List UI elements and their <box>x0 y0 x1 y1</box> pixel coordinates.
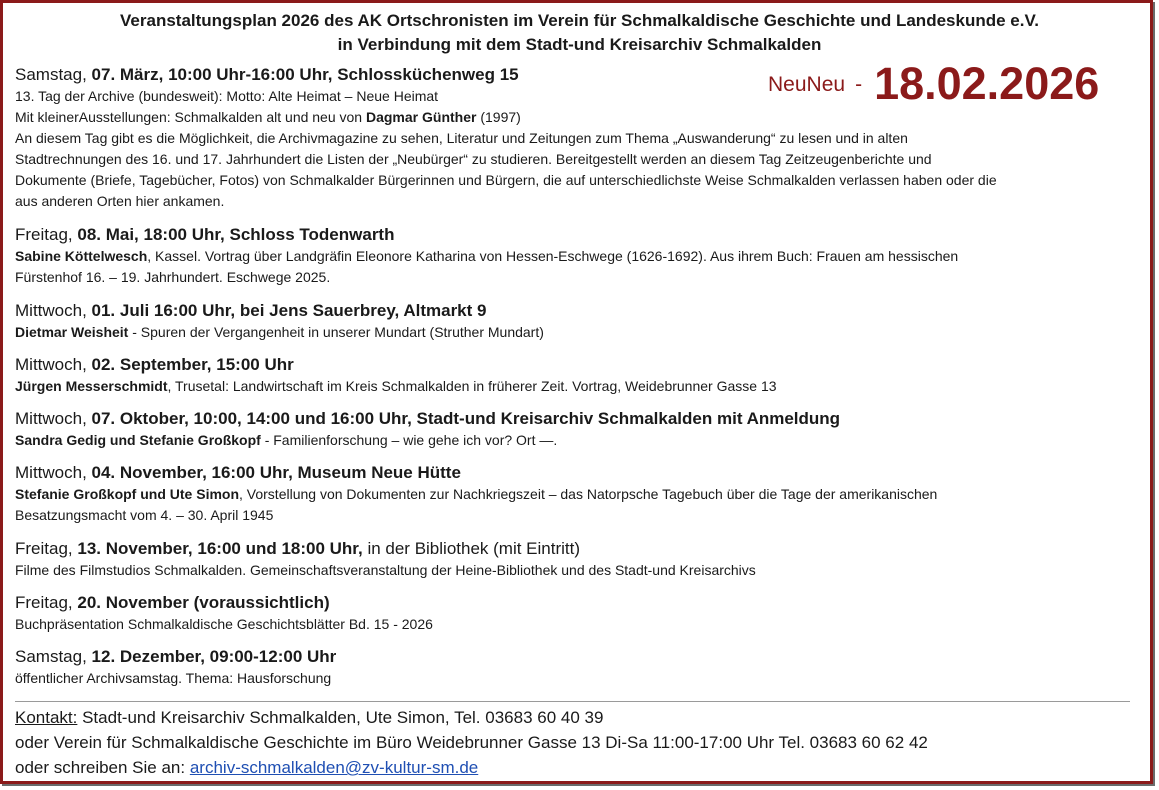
event-weekday: Freitag, <box>15 539 73 558</box>
event-4 <box>15 354 1145 397</box>
event-when: 07. Oktober, 10:00, 14:00 und 16:00 Uhr, Stadt-und Kreisarchiv Schmalkalden mit Anmeldung <box>86 409 841 428</box>
event-weekday: Samstag, <box>15 65 87 84</box>
event-title <box>15 462 1145 484</box>
event-speaker: Sabine Köttelwesch <box>15 248 148 264</box>
event-when: 08. Mai, 18:00 Uhr, Schloss Todenwarth <box>72 225 395 244</box>
stamp-dash: - <box>855 73 863 96</box>
event-weekday: Mittwoch, <box>15 409 87 428</box>
event-6 <box>15 462 1145 526</box>
event-line: Buchpräsentation Schmalkaldische Geschichtsblätter Bd. 15 - 2026 <box>15 616 433 632</box>
event-when: 12. Dezember, 09:00-12:00 Uhr <box>86 647 337 666</box>
event-speaker: Stefanie Großkopf und Ute Simon <box>15 486 240 502</box>
event-weekday: Samstag, <box>15 647 87 666</box>
event-5 <box>15 408 1145 451</box>
event-when: 01. Juli 16:00 Uhr, bei Jens Sauerbrey, Altmarkt 9 <box>86 301 487 320</box>
event-text: - Familienforschung – wie gehe ich vor? Ort —. <box>260 432 558 448</box>
contact-write-text: oder schreiben Sie an: <box>15 758 190 777</box>
email-link[interactable]: archiv-schmalkalden@zv-kultur-sm.de <box>189 758 479 777</box>
contact-line-3 <box>15 756 1145 780</box>
event-line: Fürstenhof 16. – 19. Jahrhundert. Eschwege 2025. <box>15 269 331 285</box>
event-line: 13. Tag der Archive (bundesweit): Motto: Alte Heimat – Neue Heimat <box>15 88 439 104</box>
contact-label: Kontakt: <box>15 708 78 727</box>
event-line: Filme des Filmstudios Schmalkalden. Gemeinschaftsveranstaltung der Heine-Bibliothek und des Stadt-und Kreisarchivs <box>15 562 756 578</box>
contact-line-1 <box>15 706 1145 730</box>
event-1 <box>15 64 1145 212</box>
event-line: aus anderen Orten hier ankamen. <box>15 193 225 209</box>
event-line: öffentlicher Archivsamstag. Thema: Hausforschung <box>15 670 332 686</box>
event-when: 13. November, 16:00 und 18:00 Uhr, <box>72 539 363 558</box>
stamp-date: 18.02.2026 <box>874 58 1100 109</box>
event-3 <box>15 300 1145 343</box>
event-8 <box>15 592 1145 635</box>
event-weekday: Mittwoch, <box>15 301 87 320</box>
event-2 <box>15 224 1145 288</box>
stamp-neu: NeuNeu <box>768 73 846 96</box>
event-title <box>15 354 1145 376</box>
event-line: Stadtrechnungen des 16. und 17. Jahrhundert die Listen der „Neubürger“ zu studieren. Bereitgestellt werden an diesem Tag Zeitzeugenberichte und <box>15 151 932 167</box>
event-line <box>15 246 1145 267</box>
event-text: - Spuren der Vergangenheit in unserer Mundart (Struther Mundart) <box>128 324 544 340</box>
event-text: (1997) <box>476 109 521 125</box>
event-title <box>15 538 1145 560</box>
event-weekday: Mittwoch, <box>15 463 87 482</box>
event-weekday: Mittwoch, <box>15 355 87 374</box>
header-title: Veranstaltungsplan 2026 des AK Ortschronisten im Verein für Schmalkaldische Geschichte und Landeskunde e.V. <box>120 11 1039 30</box>
divider <box>15 701 1130 702</box>
event-speaker: Dagmar Günther <box>365 109 477 125</box>
event-when: 20. November (voraussichtlich) <box>72 593 330 612</box>
event-when: 02. September, 15:00 Uhr <box>86 355 294 374</box>
event-text: Mit kleinerAusstellungen: Schmalkalden alt und neu von <box>15 109 366 125</box>
event-when: 04. November, 16:00 Uhr, Museum Neue Hütte <box>86 463 461 482</box>
event-title <box>15 408 1145 430</box>
event-text: , Trusetal: Landwirtschaft im Kreis Schmalkalden in früherer Zeit. Vortrag, Weidebrunner Gasse 13 <box>167 378 777 394</box>
event-7 <box>15 538 1145 581</box>
contact-archive: Stadt-und Kreisarchiv Schmalkalden, Ute Simon, Tel. 03683 60 40 39 <box>77 708 604 727</box>
event-title <box>15 300 1145 322</box>
event-speaker: Jürgen Messerschmidt <box>15 378 168 394</box>
event-line <box>15 484 1145 505</box>
event-line <box>15 107 1145 128</box>
event-when: 07. März, 10:00 Uhr-16:00 Uhr, Schlossküchenweg 15 <box>86 65 519 84</box>
contact-line-2: oder Verein für Schmalkaldische Geschichte im Büro Weidebrunner Gasse 13 Di-Sa 11:00-17:00 Uhr Tel. 03683 60 62 42 <box>15 733 928 752</box>
event-9 <box>15 646 1145 689</box>
event-location: in der Bibliothek (mit Eintritt) <box>362 539 581 558</box>
event-speaker: Sandra Gedig und Stefanie Großkopf <box>15 432 261 448</box>
event-line: Besatzungsmacht vom 4. – 30. April 1945 <box>15 507 274 523</box>
event-title <box>15 64 1145 86</box>
event-line: An diesem Tag gibt es die Möglichkeit, die Archivmagazine zu sehen, Literatur und Zeitungen zum Thema „Auswanderung“ zu lesen und in alten <box>15 130 908 146</box>
header-subtitle: in Verbindung mit dem Stadt-und Kreisarchiv Schmalkalden <box>337 35 822 54</box>
event-line: Dokumente (Briefe, Tagebücher, Fotos) von Schmalkalder Bürgerinnen und Bürgern, die auf unterschiedlichste Weise Schmalkalden verlassen haben oder die <box>15 172 997 188</box>
event-line <box>15 430 1145 451</box>
event-text: , Kassel. Vortrag über Landgräfin Eleonore Katharina von Hessen-Eschwege (1626-1692). Aus ihrem Buch: Frauen am hessischen <box>147 248 959 264</box>
event-speaker: Dietmar Weisheit <box>15 324 129 340</box>
event-line <box>15 376 1145 397</box>
event-title <box>15 224 1145 246</box>
event-title <box>15 592 1145 614</box>
event-weekday: Freitag, <box>15 593 73 612</box>
event-text: , Vorstellung von Dokumenten zur Nachkriegszeit – das Natorpsche Tagebuch über die Tage der amerikanischen <box>239 486 938 502</box>
event-title <box>15 646 1145 668</box>
event-weekday: Freitag, <box>15 225 73 244</box>
event-line <box>15 322 1145 343</box>
